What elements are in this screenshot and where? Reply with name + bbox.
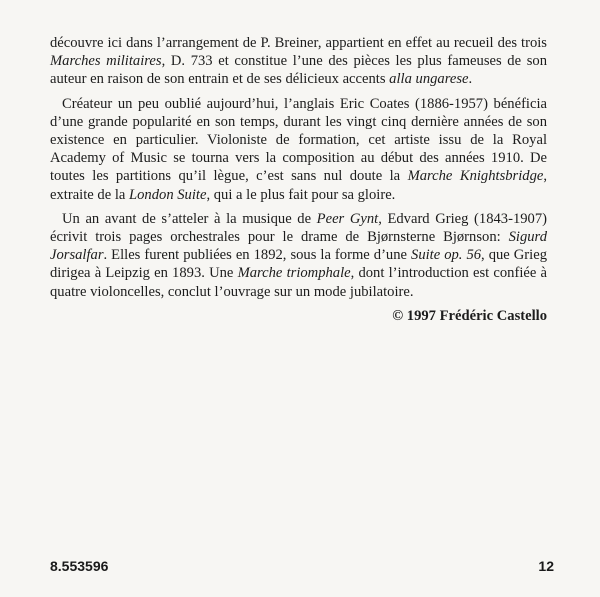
booklet-text <box>50 34 547 325</box>
text-run: . <box>468 71 473 88</box>
italic-title: alla ungarese <box>389 71 469 88</box>
paragraph-schubert <box>50 34 547 89</box>
italic-title: London Suite <box>129 186 207 203</box>
text-run: Un an avant de s’atteler à la musique de <box>62 210 317 227</box>
italic-title: Peer Gynt <box>316 210 379 227</box>
author-signature: © 1997 Frédéric Castello <box>392 307 547 324</box>
text-run: , que Grieg dirigea à Leipzig en 1893. Une <box>50 247 547 282</box>
italic-title: Marche triomphale <box>237 265 351 282</box>
italic-title: Marche Knightsbridge <box>407 168 544 185</box>
text-run: , qui a le plus fait pour sa gloire. <box>206 186 396 203</box>
text-run: Créateur un peu oublié aujourd’hui, l’anglais Eric Coates (1886-1957) bénéficia d’une grande popularité en son temps, durant les vingt cinq dernière années de son existence en particulier. Violoniste de formation, cet artiste issu de la Royal Academy of Music se tourna vers la composition au début des années 1910. De toutes les partitions qu’il lègue, c’est sans nul doute la <box>50 95 547 185</box>
text-run: , D. 733 et constitue l’une des pièces les plus fameuses de son auteur en raison de son entrain et de ses délicieux accents <box>50 53 547 88</box>
catalog-number: 8.553596 <box>50 558 109 574</box>
text-run: , dont l’introduction est confiée à quatre violoncelles, conclut l’ouvrage sur un mode jubilatoire. <box>50 265 548 300</box>
italic-title: Marches militaires <box>50 53 162 70</box>
italic-title: Sigurd Jorsalfar <box>50 229 547 264</box>
paragraph-coates <box>50 95 547 204</box>
page-number: 12 <box>538 558 554 574</box>
text-run: . Elles furent publiées en 1892, sous la forme d’une <box>103 247 412 264</box>
text-run: , Edvard Grieg (1843-1907) écrivit trois pages orchestrales pour le drame de Bjørnsterne Bjørnson: <box>50 210 547 246</box>
text-run: découvre ici dans l’arrangement de P. Breiner, appartient en effet au recueil des trois <box>50 35 547 51</box>
paragraph-grieg <box>50 210 547 301</box>
text-run: , extraite de la <box>50 168 548 203</box>
italic-title: Suite op. 56 <box>411 247 482 264</box>
